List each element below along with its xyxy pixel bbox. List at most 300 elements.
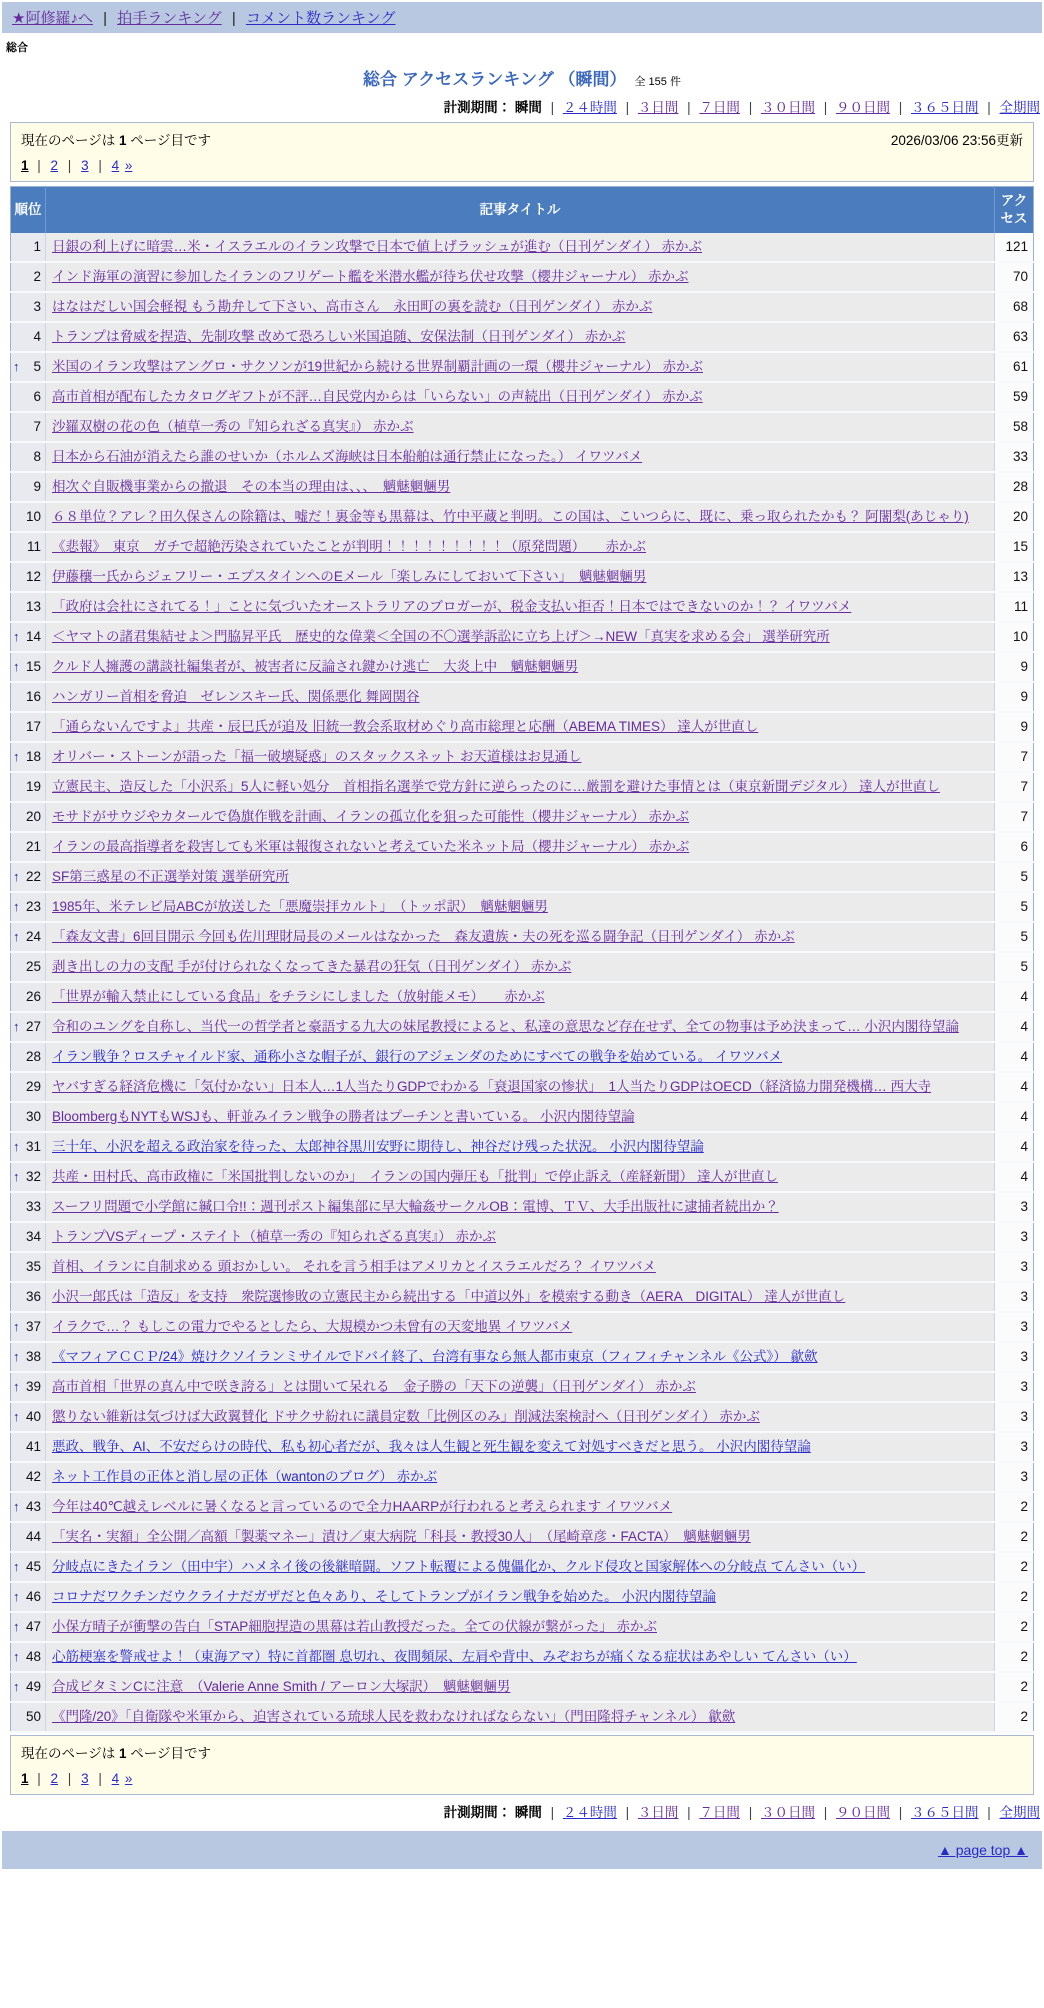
access-count-cell: 3 bbox=[995, 1222, 1034, 1252]
table-row bbox=[11, 1702, 1034, 1732]
access-count-cell: 2 bbox=[995, 1582, 1034, 1612]
table-row bbox=[11, 1642, 1034, 1672]
article-title-cell bbox=[46, 1222, 995, 1252]
rank-cell: 3 bbox=[11, 292, 46, 322]
article-title-cell bbox=[46, 1192, 995, 1222]
article-link[interactable]: 懲りない維新は気づけば大政翼賛化 ドサクサ紛れに議員定数「比例区のみ」削減法案検討へ（日刊ゲンダイ） 赤かぶ bbox=[52, 1409, 760, 1424]
period-selector-bottom: 計測期間： 瞬間 | ２４時間 | ３日間 | ７日間 | ３０日間 | ９０日間 | ３６５日間 | 全期間 bbox=[443, 1805, 1040, 1820]
access-count-cell: 3 bbox=[995, 1252, 1034, 1282]
rank-up-icon: ↑ bbox=[13, 1589, 20, 1604]
access-count-cell: 13 bbox=[995, 562, 1034, 592]
page-info-box-top bbox=[10, 122, 1034, 182]
article-title-cell bbox=[46, 1072, 995, 1102]
rank-cell: 4 bbox=[11, 322, 46, 352]
article-link[interactable]: 悪政、戦争、AI、不安だらけの時代、私も初心者だが、我々は人生観と死生観を変えて対処すべきだと思う。 小沢内閣待望論 bbox=[52, 1439, 811, 1454]
article-link[interactable]: 1985年、米テレビ局ABCが放送した「悪魔崇拝カルト」 （トッポ訳） 魑魅魍魎男 bbox=[52, 899, 548, 914]
page-number-link[interactable]: 4 bbox=[111, 158, 120, 173]
article-link[interactable]: トランプVSディープ・ステイト（植草一秀の『知られざる真実』） 赤かぶ bbox=[52, 1229, 497, 1244]
access-count-cell: 7 bbox=[995, 742, 1034, 772]
article-link[interactable]: 「森友文書」6回目開示 今回も佐川理財局長のメールはなかった 森友遺族・夫の死を巡る闘争記（日刊ゲンダイ） 赤かぶ bbox=[52, 929, 795, 944]
nav-link[interactable]: 拍手ランキング bbox=[117, 10, 222, 27]
article-title-cell bbox=[46, 233, 995, 262]
article-link[interactable]: 米国のイラン攻撃はアングロ・サクソンが19世紀から続ける世界制覇計画の一環（櫻井ジャーナル） 赤かぶ bbox=[52, 359, 703, 374]
table-row bbox=[11, 292, 1034, 322]
article-link[interactable]: 「実名・実額」全公開／高額「製薬マネー」漬け／東大病院「科長・教授30人」 （尾崎章彦・FACTA） 魑魅魍魎男 bbox=[52, 1529, 751, 1544]
article-link[interactable]: 今年は40℃越えレベルに暑くなると言っているので全力HAARPが行われると考えられます イワツバメ bbox=[52, 1499, 673, 1514]
table-row bbox=[11, 772, 1034, 802]
article-title-cell bbox=[46, 1252, 995, 1282]
rank-cell: 13 bbox=[11, 592, 46, 622]
article-title-cell bbox=[46, 652, 995, 682]
access-count-cell: 3 bbox=[995, 1342, 1034, 1372]
pagination-top: 1 | 2 | 3 | 4 » bbox=[21, 158, 133, 173]
rank-up-icon: ↑ bbox=[13, 1169, 20, 1184]
rank-cell: ↑ 38 bbox=[11, 1342, 46, 1372]
article-link[interactable]: 伊藤穰一氏からジェフリー・エプスタインへのEメール「楽しみにしておいて下さい」 魑魅魍魎男 bbox=[52, 569, 647, 584]
article-title-cell bbox=[46, 862, 995, 892]
rank-cell: 11 bbox=[11, 532, 46, 562]
access-count-cell: 2 bbox=[995, 1702, 1034, 1732]
period-label: 計測期間： bbox=[443, 100, 515, 115]
article-link[interactable]: 「通らないんですよ」共産・辰巳氏が追及 旧統一教会系取材めぐり高市総理と応酬（ABEMA TIMES） 達人が世直し bbox=[52, 719, 759, 734]
page-number-current: 1 bbox=[21, 1771, 29, 1786]
access-count-cell: 3 bbox=[995, 1462, 1034, 1492]
rank-cell: ↑ 31 bbox=[11, 1132, 46, 1162]
table-row bbox=[11, 233, 1034, 262]
rank-cell: ↑ 47 bbox=[11, 1612, 46, 1642]
access-count-cell: 63 bbox=[995, 322, 1034, 352]
table-row bbox=[11, 1282, 1034, 1312]
rank-cell: ↑ 43 bbox=[11, 1492, 46, 1522]
article-title-cell bbox=[46, 1372, 995, 1402]
table-row bbox=[11, 352, 1034, 382]
table-row bbox=[11, 1432, 1034, 1462]
rank-cell: 21 bbox=[11, 832, 46, 862]
article-title-cell bbox=[46, 592, 995, 622]
rank-up-icon: ↑ bbox=[13, 1019, 20, 1034]
table-row bbox=[11, 922, 1034, 952]
article-link[interactable]: スーフリ問題で小学館に緘口令!!：週刊ポスト編集部に早大輪姦サークルOB：電博、ＴＶ、大手出版社に逮捕者続出か？ bbox=[52, 1199, 779, 1214]
page-number-link[interactable]: 2 bbox=[50, 158, 59, 173]
period-current: 瞬間 bbox=[514, 100, 542, 115]
access-count-cell: 4 bbox=[995, 1102, 1034, 1132]
table-row bbox=[11, 1192, 1034, 1222]
article-title-cell bbox=[46, 322, 995, 352]
access-count-cell: 3 bbox=[995, 1372, 1034, 1402]
article-link[interactable]: インド海軍の演習に参加したイランのフリゲート艦を米潜水艦が待ち伏せ攻撃（櫻井ジャーナル） 赤かぶ bbox=[52, 269, 689, 284]
period-selector-top: 計測期間： 瞬間 | ２４時間 | ３日間 | ７日間 | ３０日間 | ９０日間 | ３６５日間 | 全期間 bbox=[443, 100, 1040, 115]
article-link[interactable]: コロナだワクチンだウクライナだガザだと色々あり、そしてトランプがイラン戦争を始めた。 小沢内閣待望論 bbox=[52, 1589, 716, 1604]
table-row bbox=[11, 982, 1034, 1012]
rank-cell: 25 bbox=[11, 952, 46, 982]
total-count: 全 155 件 bbox=[634, 76, 681, 88]
table-row bbox=[11, 1252, 1034, 1282]
rank-cell: 34 bbox=[11, 1222, 46, 1252]
rank-cell: 16 bbox=[11, 682, 46, 712]
article-link[interactable]: オリバー・ストーンが語った「福一破壊疑惑」のスタックスネット お天道様はお見通し bbox=[52, 749, 582, 764]
article-title-cell bbox=[46, 1432, 995, 1462]
article-link[interactable]: 首相、イランに自制求める 頭おかしい。 それを言う相手はアメリカとイスラエルだろ？ イワツバメ bbox=[52, 1259, 656, 1274]
table-row bbox=[11, 1072, 1034, 1102]
access-count-cell: 5 bbox=[995, 922, 1034, 952]
rank-cell: 28 bbox=[11, 1042, 46, 1072]
table-row bbox=[11, 472, 1034, 502]
rank-up-icon: ↑ bbox=[13, 1379, 20, 1394]
article-title-cell bbox=[46, 742, 995, 772]
rank-cell: ↑ 32 bbox=[11, 1162, 46, 1192]
rank-up-icon: ↑ bbox=[13, 1139, 20, 1154]
article-link[interactable]: ＜ヤマトの諸君集結せよ＞門脇昇平氏 歴史的な偉業＜全国の不〇選挙訴訟に立ち上げ＞→NEW「真実を求める会」 選挙研究所 bbox=[52, 629, 830, 644]
article-link[interactable]: モサドがサウジやカタールで偽旗作戦を計画、イランの孤立化を狙った可能性（櫻井ジャーナル） 赤かぶ bbox=[52, 809, 690, 824]
category-label: 総合 bbox=[6, 42, 28, 54]
next-page-link[interactable]: » bbox=[124, 1771, 133, 1786]
article-title-cell bbox=[46, 832, 995, 862]
rank-up-icon: ↑ bbox=[13, 899, 20, 914]
article-title-cell bbox=[46, 562, 995, 592]
rank-cell: 12 bbox=[11, 562, 46, 592]
rank-cell: 44 bbox=[11, 1522, 46, 1552]
table-row bbox=[11, 1372, 1034, 1402]
table-row bbox=[11, 742, 1034, 772]
top-navbar: ★阿修羅♪へ | 拍手ランキング | コメント数ランキング bbox=[2, 2, 1042, 33]
table-row bbox=[11, 1552, 1034, 1582]
current-page-text: 現在のページは 1 ページ目です bbox=[21, 133, 211, 148]
rank-up-icon: ↑ bbox=[13, 659, 20, 674]
rank-cell: 7 bbox=[11, 412, 46, 442]
period-current: 瞬間 bbox=[514, 1805, 542, 1820]
rank-cell: 42 bbox=[11, 1462, 46, 1492]
table-row bbox=[11, 892, 1034, 922]
access-count-cell: 4 bbox=[995, 982, 1034, 1012]
access-count-cell: 121 bbox=[995, 233, 1034, 262]
table-row bbox=[11, 832, 1034, 862]
period-link[interactable]: ３日間 bbox=[637, 1805, 679, 1820]
access-count-cell: 4 bbox=[995, 1162, 1034, 1192]
access-count-cell: 4 bbox=[995, 1042, 1034, 1072]
table-row bbox=[11, 862, 1034, 892]
article-link[interactable]: 剥き出しの力の支配 手が付けられなくなってきた暴君の狂気（日刊ゲンダイ） 赤かぶ bbox=[52, 959, 572, 974]
table-row bbox=[11, 322, 1034, 352]
article-link[interactable]: 小保方晴子が衝撃の告白「STAP細胞捏造の黒幕は若山教授だった。全ての伏線が繋がった」 赤かぶ bbox=[52, 1619, 658, 1634]
access-count-cell: 3 bbox=[995, 1402, 1034, 1432]
article-title-cell bbox=[46, 1642, 995, 1672]
article-link[interactable]: 《悲報》 東京 ガチで超絶汚染されていたことが判明！！！！！！！！！（原発問題） 赤かぶ bbox=[52, 539, 646, 554]
period-link[interactable]: ３６５日間 bbox=[910, 100, 979, 115]
access-count-cell: 7 bbox=[995, 772, 1034, 802]
access-count-cell: 68 bbox=[995, 292, 1034, 322]
article-title-cell bbox=[46, 952, 995, 982]
access-count-cell: 9 bbox=[995, 712, 1034, 742]
access-count-cell: 10 bbox=[995, 622, 1034, 652]
rank-up-icon: ↑ bbox=[13, 929, 20, 944]
access-count-cell: 20 bbox=[995, 502, 1034, 532]
table-row bbox=[11, 1522, 1034, 1552]
article-link[interactable]: 《マフィアＣＣＰ/24》焼けクソイランミサイルでドバイ終了、台湾有事なら無人都市東京（フィフィチャンネル《公式》） 歙歛 bbox=[52, 1349, 818, 1364]
article-link[interactable]: 立憲民主、造反した「小沢系」5人に軽い処分 首相指名選挙で党方針に逆らったのに…厳罰を避けた事情とは（東京新聞デジタル） 達人が世直し bbox=[52, 779, 940, 794]
article-title-cell bbox=[46, 472, 995, 502]
article-title-cell bbox=[46, 1402, 995, 1432]
period-link[interactable]: 全期間 bbox=[999, 1805, 1040, 1820]
table-row bbox=[11, 712, 1034, 742]
rank-cell: ↑ 14 bbox=[11, 622, 46, 652]
table-row bbox=[11, 1102, 1034, 1132]
article-title-cell bbox=[46, 1612, 995, 1642]
period-link[interactable]: ２４時間 bbox=[562, 100, 617, 115]
rank-cell: ↑ 48 bbox=[11, 1642, 46, 1672]
access-count-cell: 2 bbox=[995, 1642, 1034, 1672]
article-link[interactable]: 相次ぐ自販機事業からの撤退 その本当の理由は、、、 魑魅魍魎男 bbox=[52, 479, 451, 494]
access-count-cell: 5 bbox=[995, 952, 1034, 982]
article-link[interactable]: はなはだしい国会軽視 もう勘弁して下さい、高市さん 永田町の裏を読む（日刊ゲンダイ） 赤かぶ bbox=[52, 299, 653, 314]
rank-up-icon: ↑ bbox=[13, 1649, 20, 1664]
rank-column-header: 順位 bbox=[11, 187, 46, 234]
nav-link[interactable]: コメント数ランキング bbox=[245, 10, 396, 27]
article-link[interactable]: イランの最高指導者を殺害しても米軍は報復されないと考えていた米ネット局（櫻井ジャーナル） 赤かぶ bbox=[52, 839, 690, 854]
rank-cell: 1 bbox=[11, 233, 46, 262]
period-link[interactable]: ３６５日間 bbox=[910, 1805, 979, 1820]
table-row bbox=[11, 1582, 1034, 1612]
page-title-line bbox=[0, 65, 1044, 90]
article-title-cell bbox=[46, 1102, 995, 1132]
article-link[interactable]: 小沢一郎氏は「造反」を支持 衆院選惨敗の立憲民主から続出する「中道以外」を模索する動き（AERA DIGITAL） 達人が世直し bbox=[52, 1289, 846, 1304]
article-title-cell bbox=[46, 1342, 995, 1372]
article-link[interactable]: 合成ビタミンCに注意 （Valerie Anne Smith / アーロン大塚訳） 魑魅魍魎男 bbox=[52, 1679, 511, 1694]
access-count-cell: 70 bbox=[995, 262, 1034, 292]
period-label: 計測期間： bbox=[443, 1805, 515, 1820]
access-count-cell: 61 bbox=[995, 352, 1034, 382]
article-link[interactable]: 沙羅双樹の花の色（植草一秀の『知られざる真実』） 赤かぶ bbox=[52, 419, 414, 434]
rank-cell: 41 bbox=[11, 1432, 46, 1462]
table-row bbox=[11, 382, 1034, 412]
article-link[interactable]: イラクで…？ もしこの電力でやるとしたら、大規模かつ未曾有の天変地異 イワツバメ bbox=[52, 1319, 573, 1334]
table-row bbox=[11, 502, 1034, 532]
table-row bbox=[11, 1042, 1034, 1072]
article-title-cell bbox=[46, 532, 995, 562]
table-row bbox=[11, 802, 1034, 832]
rank-cell: 19 bbox=[11, 772, 46, 802]
rank-up-icon: ↑ bbox=[13, 1319, 20, 1334]
article-link[interactable]: ６８単位？アレ？田久保さんの除籍は、嘘だ！裏金等も黒幕は、竹中平蔵と判明。この国は、こいつらに、既に、乗っ取られたかも？ 阿闍梨(あじゃり) bbox=[52, 509, 969, 524]
current-page-text: 現在のページは 1 ページ目です bbox=[21, 1746, 211, 1761]
rank-cell: 9 bbox=[11, 472, 46, 502]
updated-timestamp: 2026/03/06 23:56更新 bbox=[890, 133, 1023, 148]
rank-cell: 10 bbox=[11, 502, 46, 532]
pagination-bottom: 1 | 2 | 3 | 4 » bbox=[21, 1771, 133, 1786]
rank-cell: ↑ 24 bbox=[11, 922, 46, 952]
article-title-cell bbox=[46, 1492, 995, 1522]
period-link[interactable]: ９０日間 bbox=[835, 1805, 890, 1820]
article-link[interactable]: ハンガリー首相を脅迫 ゼレンスキー氏、関係悪化 舞岡関谷 bbox=[52, 689, 420, 704]
article-title-cell bbox=[46, 1672, 995, 1702]
article-title-cell bbox=[46, 502, 995, 532]
article-title-cell bbox=[46, 682, 995, 712]
period-link[interactable]: ７日間 bbox=[699, 100, 740, 115]
article-link[interactable]: イラン戦争？ロスチャイルド家、通称小さな帽子が、銀行のアジェンダのためにすべての戦争を始めている。 イワツバメ bbox=[52, 1049, 783, 1064]
article-title-cell bbox=[46, 802, 995, 832]
rank-cell: 29 bbox=[11, 1072, 46, 1102]
period-link[interactable]: 全期間 bbox=[999, 100, 1040, 115]
table-row bbox=[11, 1612, 1034, 1642]
article-title-cell bbox=[46, 262, 995, 292]
article-title-cell bbox=[46, 772, 995, 802]
article-link[interactable]: 高市首相「世界の真ん中で咲き誇る」とは聞いて呆れる 金子勝の「天下の逆襲」（日刊ゲンダイ） 赤かぶ bbox=[52, 1379, 696, 1394]
article-title-cell bbox=[46, 1522, 995, 1552]
article-title-cell bbox=[46, 892, 995, 922]
article-link[interactable]: 「世界が輸入禁止にしている食品」をチラシにしました（放射能メモ） 赤かぶ bbox=[52, 989, 545, 1004]
rank-cell: 20 bbox=[11, 802, 46, 832]
rank-cell: 30 bbox=[11, 1102, 46, 1132]
access-count-cell: 2 bbox=[995, 1522, 1034, 1552]
article-title-cell bbox=[46, 1012, 995, 1042]
rank-cell: ↑ 45 bbox=[11, 1552, 46, 1582]
next-page-link[interactable]: » bbox=[124, 158, 133, 173]
page-number-current: 1 bbox=[21, 158, 29, 173]
article-title-cell bbox=[46, 1042, 995, 1072]
table-row bbox=[11, 1402, 1034, 1432]
rank-cell: 36 bbox=[11, 1282, 46, 1312]
article-link[interactable]: ネット工作員の正体と消し屋の正体（wantonのブログ） 赤かぶ bbox=[52, 1469, 438, 1484]
article-link[interactable]: 「政府は会社にされてる！」ことに気づいたオーストラリアのブロガーが、税金支払い拒否！日本ではできないのか！？ イワツバメ bbox=[52, 599, 852, 614]
rank-cell: 35 bbox=[11, 1252, 46, 1282]
access-count-cell: 3 bbox=[995, 1192, 1034, 1222]
article-title-cell bbox=[46, 982, 995, 1012]
article-title-cell bbox=[46, 292, 995, 322]
table-row bbox=[11, 532, 1034, 562]
article-title-cell bbox=[46, 922, 995, 952]
rank-up-icon: ↑ bbox=[13, 359, 20, 374]
rank-cell: 17 bbox=[11, 712, 46, 742]
table-row bbox=[11, 1222, 1034, 1252]
article-link[interactable]: 三十年、小沢を超える政治家を待った、太郎神谷黒川安野に期待し、神谷だけ残った状況。 小沢内閣待望論 bbox=[52, 1139, 704, 1154]
article-link[interactable]: クルド人擁護の講談社編集者が、被害者に反論され鍵かけ逃亡 大炎上中 魑魅魍魎男 bbox=[52, 659, 579, 674]
article-title-cell bbox=[46, 382, 995, 412]
page-number-link[interactable]: 3 bbox=[81, 1771, 89, 1786]
page-number-link[interactable]: 4 bbox=[111, 1771, 120, 1786]
table-row bbox=[11, 442, 1034, 472]
article-link[interactable]: 分岐点にきたイラン（田中宇）ハメネイ後の後継暗闘。ソフト転覆による傀儡化か、クルド侵攻と国家解体への分岐点 てんさい（い） bbox=[52, 1559, 866, 1574]
article-title-cell bbox=[46, 1702, 995, 1732]
bottom-bar bbox=[2, 1831, 1042, 1869]
table-row bbox=[11, 622, 1034, 652]
rank-cell: ↑ 15 bbox=[11, 652, 46, 682]
rank-cell: 8 bbox=[11, 442, 46, 472]
page-top-link[interactable]: ▲ page top ▲ bbox=[938, 1842, 1028, 1858]
table-row bbox=[11, 1312, 1034, 1342]
period-link[interactable]: ２４時間 bbox=[562, 1805, 617, 1820]
rank-cell: ↑ 40 bbox=[11, 1402, 46, 1432]
rank-cell: 6 bbox=[11, 382, 46, 412]
rank-up-icon: ↑ bbox=[13, 1349, 20, 1364]
table-row bbox=[11, 562, 1034, 592]
rank-up-icon: ↑ bbox=[13, 1499, 20, 1514]
article-title-cell bbox=[46, 352, 995, 382]
rank-up-icon: ↑ bbox=[13, 1679, 20, 1694]
rank-cell: ↑ 49 bbox=[11, 1672, 46, 1702]
table-row bbox=[11, 1162, 1034, 1192]
article-link[interactable]: 日銀の利上げに暗雲…米・イスラエルのイラン攻撃で日本で値上げラッシュが進む（日刊ゲンダイ） 赤かぶ bbox=[52, 239, 702, 254]
access-count-cell: 2 bbox=[995, 1612, 1034, 1642]
access-count-cell: 9 bbox=[995, 652, 1034, 682]
article-link[interactable]: ヤバすぎる経済危機に「気付かない」日本人…1人当たりGDPでわかる「衰退国家の惨状」 1人当たりGDPはOECD（経済協力開発機構… 西大寺 bbox=[52, 1079, 932, 1094]
access-count-cell: 58 bbox=[995, 412, 1034, 442]
table-row bbox=[11, 1462, 1034, 1492]
table-row bbox=[11, 592, 1034, 622]
article-title-cell bbox=[46, 1312, 995, 1342]
article-link[interactable]: SF第三惑星の不正選挙対策 選挙研究所 bbox=[52, 869, 290, 884]
article-link[interactable]: BloombergもNYTもWSJも、軒並みイラン戦争の勝者はプーチンと書いている。 小沢内閣待望論 bbox=[52, 1109, 635, 1124]
table-row bbox=[11, 412, 1034, 442]
period-link[interactable]: ３０日間 bbox=[760, 100, 815, 115]
access-count-cell: 3 bbox=[995, 1312, 1034, 1342]
article-link[interactable]: 《門隆/20》「自衛隊や米軍から、迫害されている琉球人民を救わなければならない」（門田隆将チャンネル） 歙歛 bbox=[52, 1709, 736, 1724]
access-count-cell: 15 bbox=[995, 532, 1034, 562]
table-row bbox=[11, 952, 1034, 982]
access-count-cell: 9 bbox=[995, 682, 1034, 712]
rank-cell: ↑ 18 bbox=[11, 742, 46, 772]
article-title-cell bbox=[46, 442, 995, 472]
rank-cell: ↑ 39 bbox=[11, 1372, 46, 1402]
article-title-cell bbox=[46, 1552, 995, 1582]
article-link[interactable]: 日本から石油が消えたら誰のせいか（ホルムズ海峡は日本船舶は通行禁止になった。） イワツバメ bbox=[52, 449, 643, 464]
rank-up-icon: ↑ bbox=[13, 629, 20, 644]
rank-up-icon: ↑ bbox=[13, 749, 20, 764]
article-title-cell bbox=[46, 1132, 995, 1162]
access-count-cell: 3 bbox=[995, 1432, 1034, 1462]
page-number-link[interactable]: 2 bbox=[50, 1771, 59, 1786]
rank-cell: ↑ 23 bbox=[11, 892, 46, 922]
table-row bbox=[11, 1342, 1034, 1372]
period-link[interactable]: ７日間 bbox=[699, 1805, 740, 1820]
access-count-cell: 5 bbox=[995, 862, 1034, 892]
page-number-link[interactable]: 3 bbox=[81, 158, 89, 173]
access-count-cell: 2 bbox=[995, 1552, 1034, 1582]
nav-link[interactable]: ★阿修羅♪へ bbox=[12, 10, 93, 27]
access-count-cell: 7 bbox=[995, 802, 1034, 832]
period-link[interactable]: ３日間 bbox=[637, 100, 679, 115]
article-title-cell bbox=[46, 1462, 995, 1492]
access-count-cell: 3 bbox=[995, 1282, 1034, 1312]
period-link[interactable]: ９０日間 bbox=[835, 100, 890, 115]
article-title-cell bbox=[46, 622, 995, 652]
table-row bbox=[11, 262, 1034, 292]
access-count-cell: 4 bbox=[995, 1012, 1034, 1042]
rank-cell: ↑ 5 bbox=[11, 352, 46, 382]
article-link[interactable]: トランプは脅威を捏造、先制攻撃 改めて恐ろしい米国追随、安保法制（日刊ゲンダイ） 赤かぶ bbox=[52, 329, 626, 344]
rank-cell: 2 bbox=[11, 262, 46, 292]
access-column-header: アクセス bbox=[995, 187, 1034, 234]
article-title-cell bbox=[46, 712, 995, 742]
article-title-cell bbox=[46, 1282, 995, 1312]
rank-up-icon: ↑ bbox=[13, 1409, 20, 1424]
article-link[interactable]: 共産・田村氏、高市政権に「米国批判しないのか」 イランの国内弾圧も「批判」で停止訴え（産経新聞） 達人が世直し bbox=[52, 1169, 778, 1184]
access-count-cell: 28 bbox=[995, 472, 1034, 502]
access-count-cell: 2 bbox=[995, 1672, 1034, 1702]
article-link[interactable]: 令和のユングを自称し、当代一の哲学者と豪語する九大の妹尾教授によると、私達の意思など存在せず、全ての物事は予め決まって… 小沢内閣待望論 bbox=[52, 1019, 959, 1034]
period-link[interactable]: ３０日間 bbox=[760, 1805, 815, 1820]
page-info-box-bottom bbox=[10, 1735, 1034, 1795]
rank-cell: 50 bbox=[11, 1702, 46, 1732]
rank-cell: ↑ 37 bbox=[11, 1312, 46, 1342]
table-header-row bbox=[11, 187, 1034, 234]
article-link[interactable]: 高市首相が配布したカタログギフトが不評…自民党内からは「いらない」の声続出（日刊ゲンダイ） 赤かぶ bbox=[52, 389, 703, 404]
access-count-cell: 5 bbox=[995, 892, 1034, 922]
access-count-cell: 6 bbox=[995, 832, 1034, 862]
article-link[interactable]: 心筋梗塞を警戒せよ！（東海アマ）特に首都圏 息切れ、夜間頻尿、左肩や背中、みぞおちが痛くなる症状はあやしい てんさい（い） bbox=[52, 1649, 857, 1664]
access-count-cell: 2 bbox=[995, 1492, 1034, 1522]
rank-cell: ↑ 27 bbox=[11, 1012, 46, 1042]
access-count-cell: 59 bbox=[995, 382, 1034, 412]
ranking-table bbox=[10, 186, 1034, 1733]
